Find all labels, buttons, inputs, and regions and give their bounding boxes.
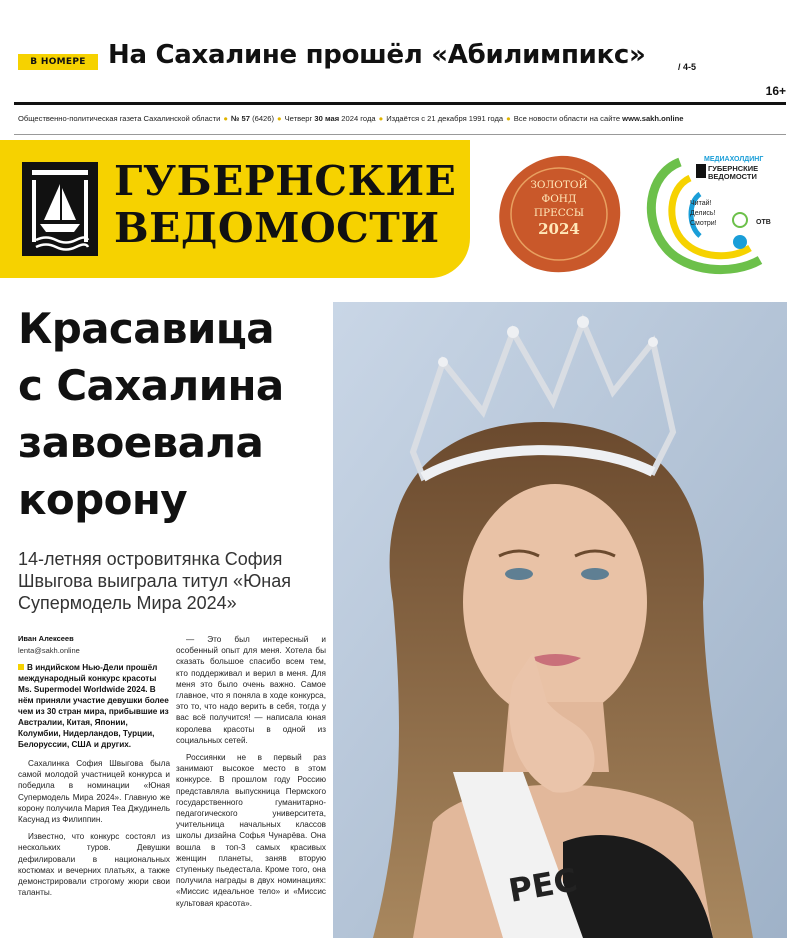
- lead-text: В индийском Нью-Дели прошёл международный конкурс красоты Ms. Supermodel Worldwide 2024. В нём приняли участие девушки более чем из 30 стран мира, прибывшие из Австралии, Китая, Японии, Колумбии, Нидерландов, Турции, Белоруссии, США и других.: [18, 663, 169, 749]
- author-name: Иван Алексеев: [18, 634, 74, 643]
- article-paragraph: — Это был интересный и особенный опыт для меня. Хотела бы сказать большое спасибо всем тем, кто поддерживал и верил в меня. Для меня это было очень важно. Самое главное, что я поняла в ходе конкурса, это то, что надо верить в себя, тогда у вас всё получится! — написала юная королева красоты в одной из социальных сетей.: [176, 635, 326, 745]
- headline-line: корону: [18, 475, 188, 524]
- seal-line-2: ФОНД: [541, 193, 577, 205]
- otv-label: ОТВ: [756, 219, 771, 226]
- article-headline[interactable]: [18, 300, 338, 528]
- published-since: Издаётся с 21 декабря 1991 года: [386, 114, 504, 123]
- article-lead: [18, 662, 170, 750]
- girl-with-crown-illustration: [333, 302, 787, 938]
- media-slogan-1: Читай!: [690, 200, 712, 207]
- seal-line-1: ЗОЛОТОЙ: [530, 179, 588, 191]
- site-text: Все новости области на сайте: [513, 114, 621, 123]
- article-photo[interactable]: [333, 302, 787, 938]
- lead-marker-icon: [18, 664, 24, 670]
- teaser-page-ref: / 4-5: [678, 62, 697, 72]
- article-paragraph: Россиянки не в первый раз занимают высокое место в этом конкурсе. В прошлом году Россию представляла выпускница Пермского государственного гуманитарно-педагогического университета, учительница начальных классов школы дизайна Софья Чунарёва. Она вошла в топ-3 самых красивых женщин планеты, заняв вторую ступеньку пьедестала. Кроме того, она получила награды в двух номинациях: «Миссис идеальное тело» и «Миссис культовая красота».: [176, 753, 326, 908]
- weekday: Четверг: [284, 114, 313, 123]
- seal-line-3: ПРЕССЫ: [533, 207, 585, 219]
- headline-line: с Сахалина: [18, 361, 284, 410]
- bullet-icon: ●: [378, 114, 384, 123]
- sakhalin-crest-icon: [22, 162, 98, 256]
- newspaper-title: [114, 158, 456, 252]
- bullet-icon: ●: [277, 114, 282, 123]
- issue-meta-line: [18, 114, 788, 123]
- title-line-2: ВЕДОМОСТИ: [114, 204, 440, 252]
- article-column-2: [176, 634, 326, 915]
- media-slogan-3: Смотри!: [690, 220, 717, 227]
- media-brand-2: ВЕДОМОСТИ: [708, 172, 757, 181]
- issue-number: № 57: [230, 114, 250, 123]
- article-paragraph: Сахалинка София Швыгова была самой молодой участницей конкурса и победила в номинации «Юная Супермодель Мира 2024». Главную же корону получила Мария Теа Джудинель Касунад из Филиппин.: [18, 759, 170, 825]
- bullet-icon: ●: [223, 114, 228, 123]
- issue-date: 30 мая: [314, 114, 340, 123]
- top-rule: [14, 102, 786, 105]
- in-issue-tag: В НОМЕРЕ: [18, 54, 98, 70]
- meta-rule: [14, 134, 786, 135]
- age-rating: 16+: [765, 84, 786, 98]
- title-line-1: ГУБЕРНСКИЕ: [114, 157, 457, 205]
- article-paragraph: Известно, что конкурс состоял из нескольких туров. Девушки дефилировали в национальных костюмах и вечерних платьях, а также демонстрировали строгому жюри свои таланты.: [18, 832, 170, 898]
- media-slogan-2: Делись!: [690, 210, 716, 217]
- seal-year: 2024: [538, 220, 580, 238]
- paper-description: Общественно-политическая газета Сахалинской области: [18, 114, 221, 123]
- issue-total: (6426): [252, 114, 275, 123]
- teaser-headline[interactable]: На Сахалине прошёл «Абилимпикс»: [108, 40, 646, 70]
- seal-text: [494, 178, 624, 236]
- author-email[interactable]: lenta@sakh.online: [18, 646, 80, 655]
- bullet-icon: ●: [506, 114, 511, 123]
- article-subhead: 14-летняя островитянка София Швыгова выиграла титул «Юная Супермодель Мира 2024»: [18, 549, 291, 613]
- media-holding-label: МЕДИАХОЛДИНГ: [704, 156, 764, 163]
- site-link[interactable]: www.sakh.online: [622, 114, 684, 123]
- headline-line: Красавица: [18, 304, 275, 353]
- sash-text: РЕС: [505, 860, 581, 910]
- article-column-1: [18, 662, 170, 904]
- media-brand-1: ГУБЕРНСКИЕ: [708, 164, 759, 173]
- headline-line: завоевала: [18, 418, 264, 467]
- issue-year: 2024 года: [341, 114, 376, 123]
- top-teaser: [0, 0, 800, 100]
